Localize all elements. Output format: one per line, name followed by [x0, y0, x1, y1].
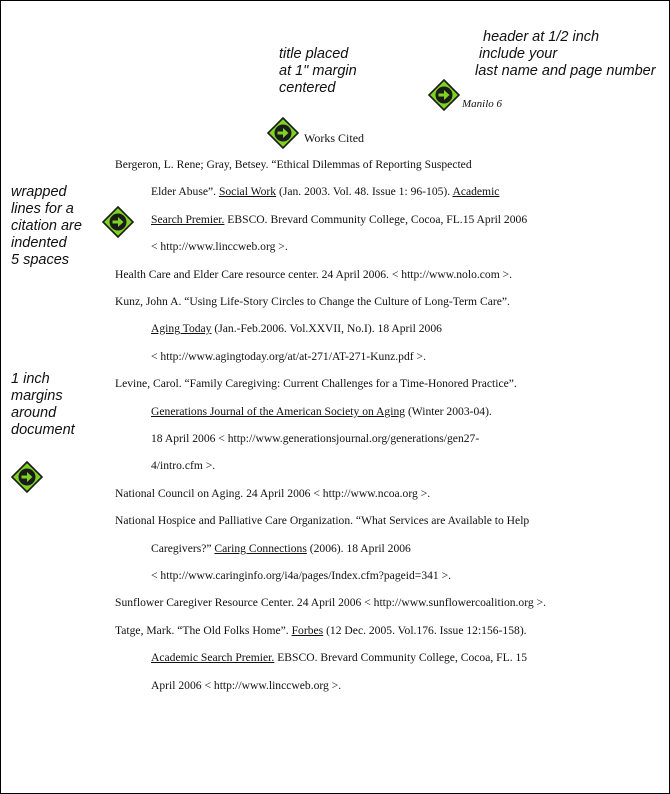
- note-line: document: [11, 422, 75, 438]
- citation-text: National Hospice and Palliative Care Organization. “What Services are Available to Help: [115, 514, 530, 527]
- citation-entry-line: [115, 268, 512, 281]
- citation-text: Tatge, Mark. “The Old Folks Home”.: [115, 624, 292, 637]
- citation-text: (2006). 18 April 2006: [306, 542, 411, 555]
- citation-text: (Jan.-Feb.2006. Vol.XXVII, No.I). 18 April 2006: [211, 322, 442, 335]
- header-note-3: [475, 63, 656, 80]
- citation-entry-line: [115, 514, 529, 527]
- note-line: include your: [479, 46, 558, 62]
- citation-text: Health Care and Elder Care resource center. 24 April 2006. < http://www.nolo.com >.: [115, 268, 513, 281]
- underlined-title: Search Premier.: [151, 213, 225, 226]
- underlined-title: Forbes: [291, 624, 324, 637]
- citation-wrapped-line: [151, 459, 215, 472]
- underlined-title: Social Work: [218, 185, 277, 198]
- citation-text: Kunz, John A. “Using Life-Story Circles to Change the Culture of Long-Term Care”.: [115, 295, 510, 308]
- citation-wrapped-line: [151, 679, 341, 692]
- note-line: margins: [11, 388, 63, 404]
- citation-wrapped-line: [151, 569, 451, 582]
- underlined-title: Generations Journal of the American Society on Aging: [151, 405, 406, 418]
- note-line: citation are: [11, 218, 82, 234]
- citation-text: 4/intro.cfm >.: [151, 459, 216, 472]
- note-line: centered: [279, 80, 336, 96]
- note-line: 1 inch: [11, 371, 50, 387]
- citation-entry-line: [115, 158, 472, 171]
- wrapped-lines-note: [11, 184, 82, 269]
- citation-entry-line: [115, 377, 517, 390]
- page-title: Works Cited: [304, 131, 365, 145]
- underlined-title: Caring Connections: [214, 542, 307, 555]
- note-line: header at 1/2 inch: [483, 29, 600, 45]
- citation-wrapped-line: [151, 542, 411, 555]
- citation-wrapped-line: [151, 432, 479, 445]
- citation-text: National Council on Aging. 24 April 2006 < http://www.ncoa.org >.: [115, 487, 431, 500]
- citation-wrapped-line: [151, 213, 527, 226]
- citation-text: Sunflower Caregiver Resource Center. 24 April 2006 < http://www.sunflowercoalition.org >.: [115, 596, 547, 609]
- right-arrow-sign-icon: [267, 117, 299, 149]
- citation-text: Caregivers?”: [151, 542, 215, 555]
- citation-text: < http://www.caringinfo.org/i4a/pages/Index.cfm?pageid=341 >.: [151, 569, 452, 582]
- right-arrow-sign-icon: [102, 206, 134, 238]
- note-line: at 1" margin: [279, 63, 357, 79]
- citation-text: (12 Dec. 2005. Vol.176. Issue 12:156-158).: [323, 624, 527, 637]
- citation-text: EBSCO. Brevard Community College, Cocoa, FL. 15: [274, 651, 528, 664]
- citation-wrapped-line: [151, 651, 527, 664]
- citation-text: < http://www.agingtoday.org/at/at-271/AT-271-Kunz.pdf >.: [151, 350, 426, 363]
- citation-entry-line: [115, 487, 430, 500]
- citation-entry-line: [115, 624, 527, 637]
- note-line: around: [11, 405, 57, 421]
- citation-wrapped-line: [151, 240, 288, 253]
- citation-wrapped-line: [151, 350, 426, 363]
- underlined-title: Academic: [452, 185, 500, 198]
- citation-entry-line: [115, 596, 546, 609]
- citation-text: (Winter 2003-04).: [405, 405, 492, 418]
- citation-text: < http://www.linccweb.org >.: [151, 240, 288, 253]
- citation-text: Elder Abuse”.: [151, 185, 219, 198]
- citation-entry-line: [115, 295, 510, 308]
- right-arrow-sign-icon: [11, 461, 43, 493]
- note-line: title placed: [279, 46, 349, 62]
- header-note-2: [479, 46, 557, 63]
- citation-wrapped-line: [151, 405, 492, 418]
- note-line: wrapped: [11, 184, 67, 200]
- note-line: indented: [11, 235, 67, 251]
- note-line: lines for a: [11, 201, 74, 217]
- citation-wrapped-line: [151, 322, 442, 335]
- underlined-title: Aging Today: [151, 322, 212, 335]
- note-line: 5 spaces: [11, 252, 70, 268]
- note-line: last name and page number: [475, 63, 656, 79]
- citation-text: Levine, Carol. “Family Caregiving: Current Challenges for a Time-Honored Practice”.: [115, 377, 517, 390]
- citation-text: 18 April 2006 < http://www.generationsjournal.org/generations/gen27-: [151, 432, 480, 445]
- citation-text: (Jan. 2003. Vol. 48. Issue 1: 96-105).: [276, 185, 453, 198]
- citation-wrapped-line: [151, 185, 499, 198]
- citation-text: EBSCO. Brevard Community College, Cocoa, FL.15 April 2006: [224, 213, 528, 226]
- right-arrow-sign-icon: [428, 79, 460, 111]
- underlined-title: Academic Search Premier.: [151, 651, 275, 664]
- citation-text: Bergeron, L. Rene; Gray, Betsey. “Ethical Dilemmas of Reporting Suspected: [115, 158, 472, 171]
- margins-note: [11, 371, 75, 439]
- citation-text: April 2006 < http://www.linccweb.org >.: [151, 679, 342, 692]
- running-header: Manilo 6: [462, 98, 503, 110]
- title-note: [279, 46, 357, 97]
- header-note: [483, 29, 599, 46]
